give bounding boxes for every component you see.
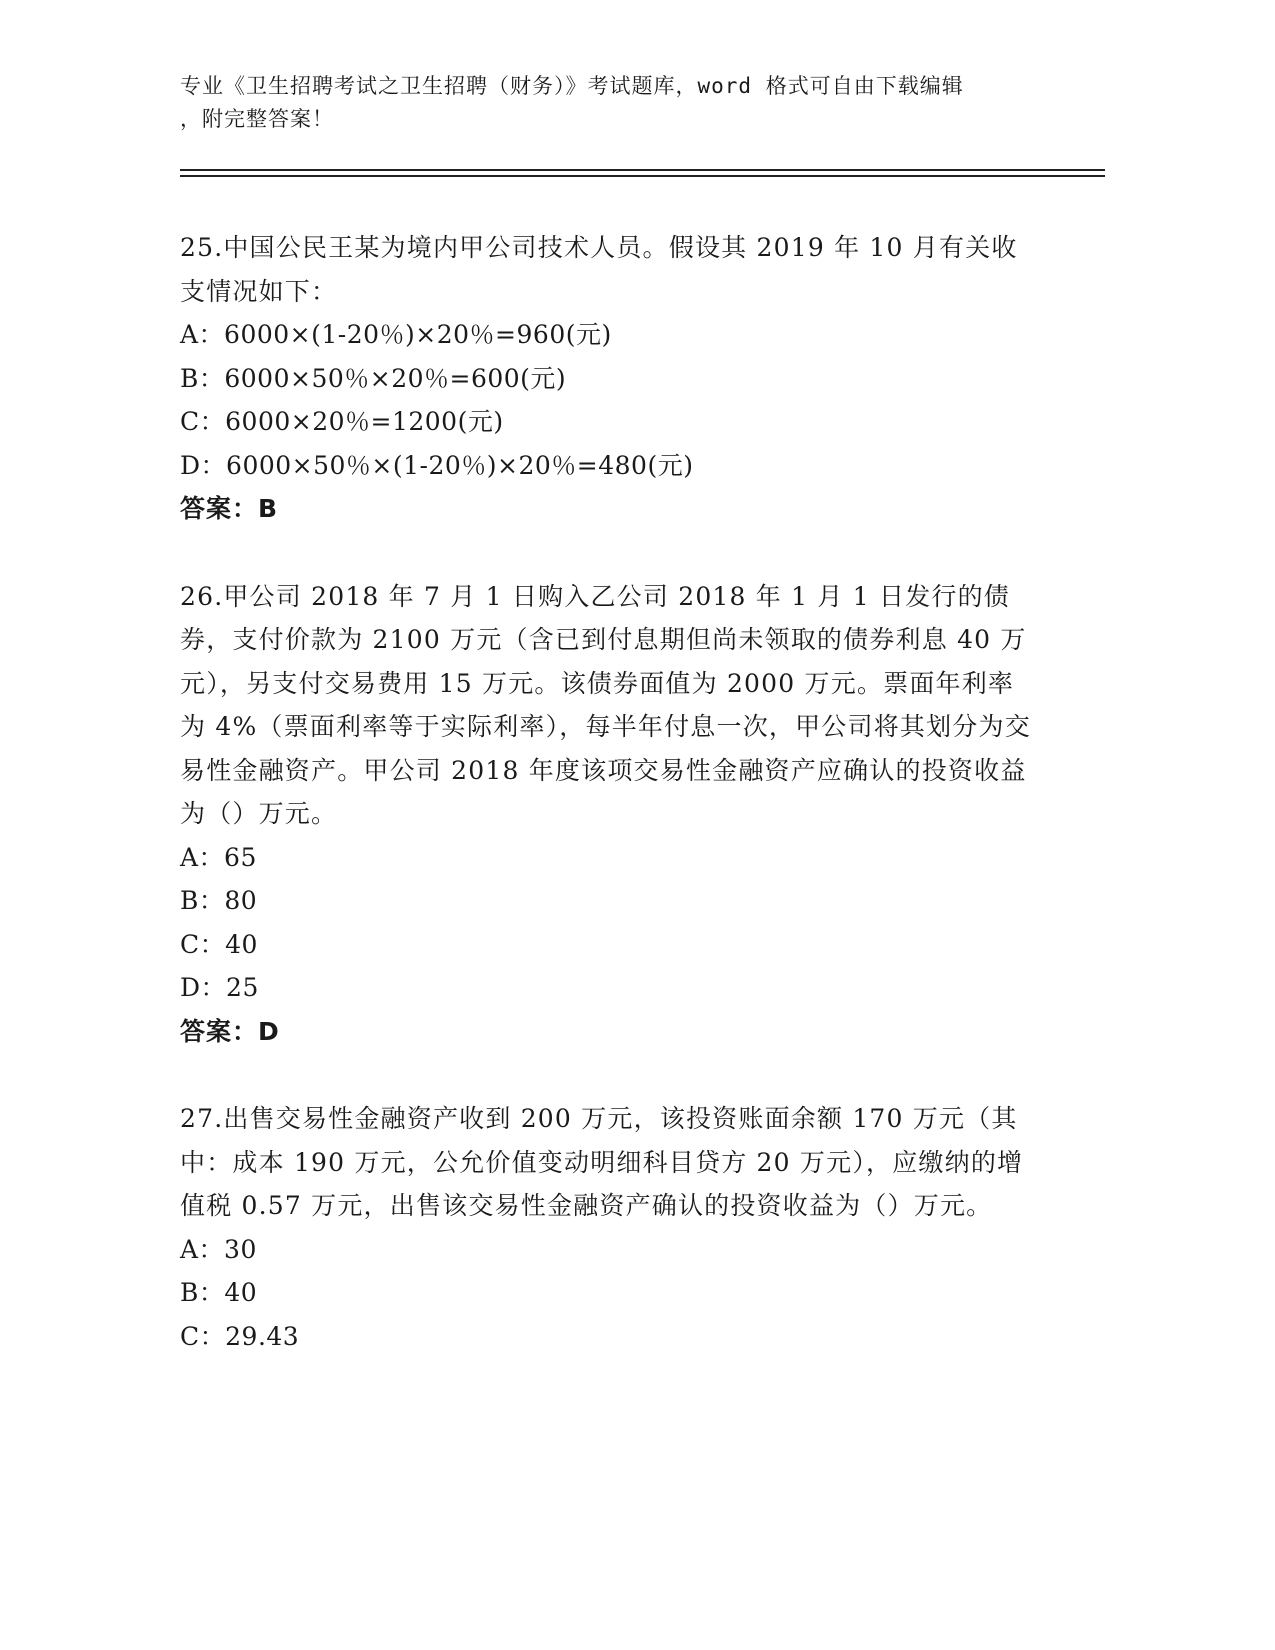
option-b: B：80: [180, 886, 258, 915]
question-25: [180, 226, 1040, 531]
option-b: B：40: [180, 1278, 258, 1307]
answer-label: 答案：B: [180, 494, 279, 523]
option-c: C：29.43: [180, 1321, 300, 1351]
header-divider-bottom: [180, 175, 1105, 177]
question-27: [180, 1097, 1040, 1358]
option-a: A：6000×(1-20％)×20％=960(元): [180, 320, 612, 349]
question-stem: 27.出售交易性金融资产收到 200 万元，该投资账面余额 170 万元（其中：成本 190 万元，公允价值变动明细科目贷方 20 万元），应缴纳的增值税 0.57 万元，出售该交易性金融资产确认的投资收益为（）万元。: [180, 1104, 1024, 1220]
question-stem: 25.中国公民王某为境内甲公司技术人员。假设其 2019 年 10 月有关收支情况如下：: [180, 233, 1018, 306]
option-a: A：30: [180, 1234, 257, 1264]
option-c: C：40: [180, 929, 258, 959]
header-divider-top: [180, 169, 1105, 171]
option-a: A：65: [180, 842, 257, 872]
option-c: C：6000×20％=1200(元): [180, 407, 504, 436]
answer-label: 答案：D: [180, 1016, 280, 1046]
option-d: D：25: [180, 973, 259, 1002]
question-stem: 26.甲公司 2018 年 7 月 1 日购入乙公司 2018 年 1 月 1 日发行的债券，支付价款为 2100 万元（含已到付息期但尚未领取的债券利息 40 万元），另支付交易费用 15 万元。该债券面值为 2000 万元。票面年利率为 4%（票面利率等于实际利率），每半年付息一次，甲公司将其划分为交易性金融资产。甲公司 2018 年度该项交易性金融资产应确认的投资收益为（）万元。: [180, 581, 1031, 828]
option-d: D：6000×50％×(1-20％)×20％=480(元): [180, 450, 694, 480]
document-header: [180, 70, 1050, 136]
question-list: [180, 226, 1040, 1402]
header-line-1: 专业《卫生招聘考试之卫生招聘（财务）》考试题库，word 格式可自由下载编辑: [180, 74, 964, 98]
option-b: B：6000×50％×20％=600(元): [180, 363, 567, 393]
header-line-2: ，附完整答案！: [180, 107, 334, 131]
question-26: [180, 575, 1040, 1054]
